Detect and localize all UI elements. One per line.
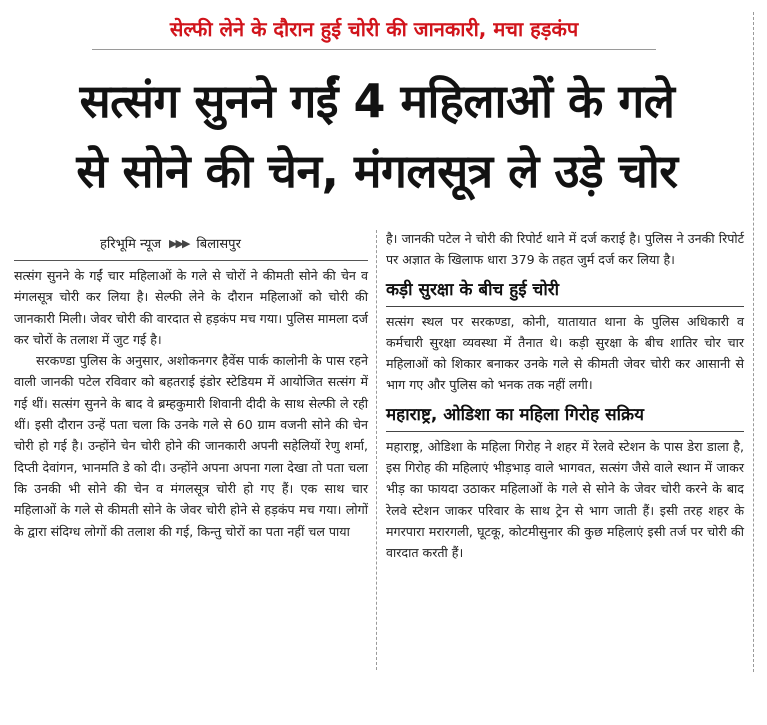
subhead-security: कड़ी सुरक्षा के बीच हुई चोरी xyxy=(386,277,744,307)
right-dashed-border xyxy=(753,12,754,672)
headline xyxy=(18,66,736,206)
byline-source: हरिभूमि न्यूज xyxy=(100,237,162,252)
headline-line-1: सत्संग सुनने गईं 4 महिलाओं के गले xyxy=(79,74,675,128)
byline xyxy=(100,232,241,254)
left-column xyxy=(14,265,368,542)
paragraph-continued: है। जानकी पटेल ने चोरी की रिपोर्ट थाने में दर्ज कराई है। पुलिस ने उनकी रिपोर्ट पर अज्ञात के खिलाफ धारा 379 के तहत जुर्म दर्ज कर लिया है। xyxy=(386,231,744,268)
column-divider xyxy=(376,230,377,670)
paragraph-security: सत्संग स्थल पर सरकण्डा, कोनी, यातायात थाना के पुलिस अधिकारी व कर्मचारी सुरक्षा व्यवस्था में तैनात थे। कड़ी सुरक्षा के बीच शातिर चोर चार महिलाओं को शिकार बनाकर उनके गले से कीमती जेवर चोरी कर आसानी से भाग गए और पुलिस को भनक तक नहीं लगी। xyxy=(386,313,744,393)
paragraph-intro: सत्संग सुनने के गईं चार महिलाओं के गले से चोरों ने कीमती सोने की चेन व मंगलसूत्र चोरी कर लिया है। सेल्फी लेने के दौरान महिलाओं को चोरी की जानकारी मिली। जेवर चोरी की वारदात से हड़कंप मच गया। पुलिस मामला दर्ज कर चोरों के तलाश में जुट गई है। xyxy=(14,268,368,347)
paragraph-body: सरकण्डा पुलिस के अनुसार, अशोकनगर हैवेंस पार्क कालोनी के पास रहने वाली जानकी पटेल रविवार को बहतराई इंडोर स्टेडियम में आयोजित सत्संग में गई थीं। सत्संग सुनने के बाद वे ब्रम्हकुमारी शिवानी दीदी के साथ सेल्फी ले रही थीं। इसी दौरान उन्हें पता चला कि उनके गले से 60 ग्राम वजनी सोने की चेन चोरी हो गई है। उन्होंने चेन चोरी होने की जानकारी अपनी सहेलियों रेणु शर्मा, दिप्ती देवांगन, भानमति डे को दी। उन्होंने अपना अपना गला देखा तो पता चला कि उनकी भी सोने की चेन व मंगलसूत्र चोरी हो गए हैं। एक साथ चार महिलाओं के गले से कीमती सोने के जेवर चोरी होने से हड़कंप मच गया। लोगों के द्वारा संदिग्ध लोगों की तलाश की गई, किन्तु चोरों का पता नहीं चल पाया xyxy=(14,353,368,539)
byline-rule xyxy=(14,260,368,261)
kicker-rule xyxy=(92,49,656,50)
fast-forward-icon: ▶▶▶ xyxy=(169,236,189,250)
right-column xyxy=(386,228,744,564)
byline-location: बिलासपुर xyxy=(196,237,241,252)
paragraph-gang: महाराष्ट्र, ओडिशा के महिला गिरोह ने शहर में रेलवे स्टेशन के पास डेरा डाला है, इस गिरोह की महिलाएं भीड़भाड़ वाले भागवत, सत्संग जैसे वाले स्थान में जाकर भीड़ का फायदा उठाकर महिलाओं के गले से सोने के जेवर चोरी करने के बाद रेलवे स्टेशन जाकर परिवार के साथ ट्रेन से भाग जाती हैं। इसी तरह शहर के मगरपारा मरारगली, घूटकू, कोटमीसुनार की कुछ महिलाएं इसी तर्ज पर चोरी की वारदात करती हैं। xyxy=(386,438,744,561)
subhead-gang: महाराष्ट्र, ओडिशा का महिला गिरोह सक्रिय xyxy=(386,402,744,432)
headline-line-2: से सोने की चेन, मंगलसूत्र ले उड़े चोर xyxy=(76,144,678,198)
kicker-line: सेल्फी लेने के दौरान हुई चोरी की जानकारी, मचा हड़कंप xyxy=(169,17,579,41)
